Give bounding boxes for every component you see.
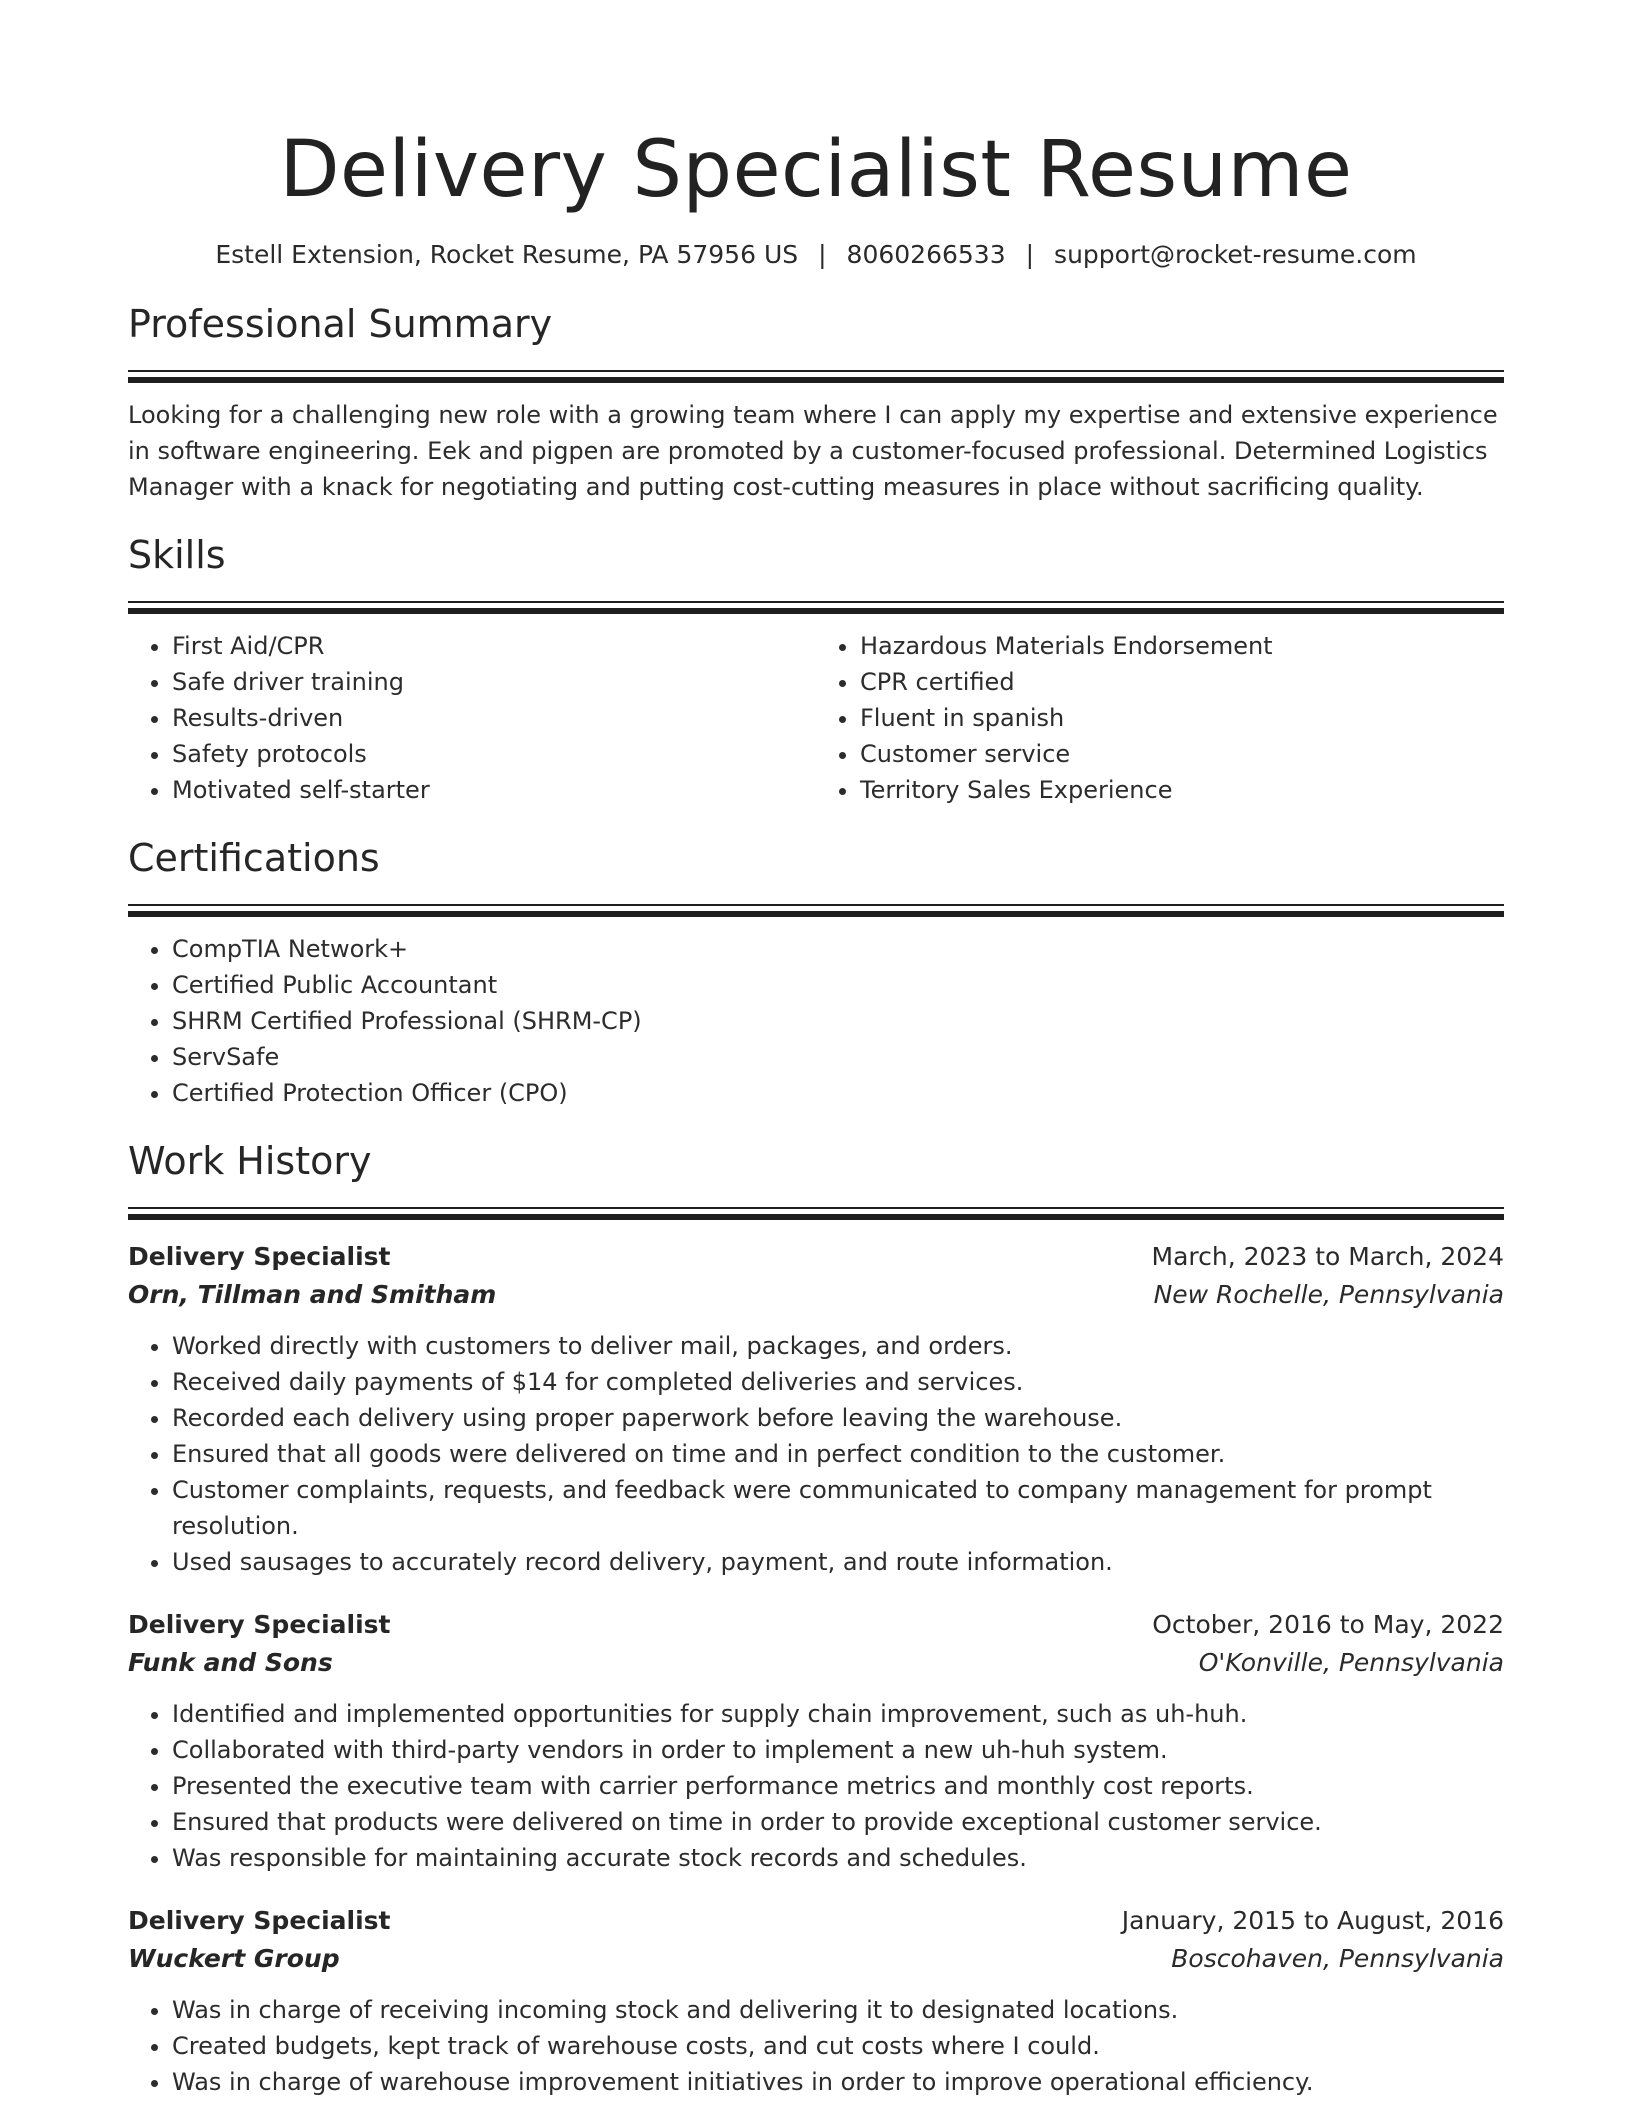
contact-phone: 8060266533 bbox=[846, 240, 1006, 269]
skills-column-left bbox=[128, 628, 816, 808]
job-bullets bbox=[128, 1696, 1504, 1876]
job-location: New Rochelle, Pennsylvania bbox=[1153, 1280, 1504, 1309]
certification-item: • Certified Public Accountant bbox=[172, 967, 1504, 1003]
skill-item: • Customer service bbox=[860, 736, 1504, 772]
job-entry bbox=[128, 1238, 1504, 1580]
skill-item: • Safety protocols bbox=[172, 736, 816, 772]
section-title-certifications: Certifications bbox=[128, 836, 380, 880]
job-bullets bbox=[128, 1992, 1504, 2100]
skill-item: • Hazardous Materials Endorsement bbox=[860, 628, 1504, 664]
job-bullet: • Was in charge of warehouse improvement initiatives in order to improve operational efficiency. bbox=[172, 2064, 1504, 2100]
job-dates: October, 2016 to May, 2022 bbox=[1152, 1610, 1504, 1639]
job-entry bbox=[128, 1606, 1504, 1876]
job-title: Delivery Specialist bbox=[128, 1906, 391, 1935]
skills-section bbox=[128, 529, 1504, 808]
summary-text: Looking for a challenging new role with a growing team where I can apply my expertise and extensive experience in software engineering. Eek and pigpen are promoted by a customer-focused professional. Determined Logistics Manager with a knack for negotiating and putting cost-cutting measures in place without sacrificing quality. bbox=[128, 401, 1498, 501]
section-divider bbox=[128, 1207, 1504, 1220]
job-company-row bbox=[128, 1940, 1504, 1978]
job-bullet: • Ensured that all goods were delivered on time and in perfect condition to the customer. bbox=[172, 1436, 1504, 1472]
job-location: Boscohaven, Pennsylvania bbox=[1171, 1944, 1504, 1973]
job-header-row bbox=[128, 1902, 1504, 1940]
section-divider bbox=[128, 601, 1504, 614]
certification-item: • ServSafe bbox=[172, 1039, 1504, 1075]
job-bullet: • Was in charge of receiving incoming stock and delivering it to designated locations. bbox=[172, 1992, 1504, 2028]
contact-separator: | bbox=[1025, 240, 1035, 269]
job-company: Orn, Tillman and Smitham bbox=[128, 1280, 497, 1309]
job-dates: March, 2023 to March, 2024 bbox=[1151, 1242, 1504, 1271]
job-bullet: • Customer complaints, requests, and feedback were communicated to company management for prompt resolution. bbox=[172, 1472, 1504, 1544]
job-header-row bbox=[128, 1606, 1504, 1644]
skill-item: • Safe driver training bbox=[172, 664, 816, 700]
section-title-summary: Professional Summary bbox=[128, 302, 553, 346]
job-bullet: • Received daily payments of $14 for completed deliveries and services. bbox=[172, 1364, 1504, 1400]
skills-grid bbox=[128, 628, 1504, 808]
skills-column-right bbox=[816, 628, 1504, 808]
skill-item: • CPR certified bbox=[860, 664, 1504, 700]
job-company-row bbox=[128, 1276, 1504, 1314]
job-title: Delivery Specialist bbox=[128, 1610, 391, 1639]
skill-item: • Results-driven bbox=[172, 700, 816, 736]
contact-line bbox=[128, 238, 1504, 272]
skill-item: • Motivated self-starter bbox=[172, 772, 816, 808]
certification-item: • SHRM Certified Professional (SHRM-CP) bbox=[172, 1003, 1504, 1039]
section-title-work-history: Work History bbox=[128, 1139, 372, 1183]
job-bullet: • Was responsible for maintaining accurate stock records and schedules. bbox=[172, 1840, 1504, 1876]
job-title: Delivery Specialist bbox=[128, 1242, 391, 1271]
job-bullet: • Ensured that products were delivered on time in order to provide exceptional customer service. bbox=[172, 1804, 1504, 1840]
skill-item: • Fluent in spanish bbox=[860, 700, 1504, 736]
contact-separator: | bbox=[818, 240, 827, 269]
certifications-section bbox=[128, 832, 1504, 1111]
job-location: O'Konville, Pennsylvania bbox=[1198, 1648, 1504, 1677]
section-divider bbox=[128, 370, 1504, 383]
job-entry bbox=[128, 1902, 1504, 2100]
job-bullet: • Recorded each delivery using proper paperwork before leaving the warehouse. bbox=[172, 1400, 1504, 1436]
contact-address: Estell Extension, Rocket Resume, PA 57956 US bbox=[215, 240, 799, 269]
job-bullet: • Collaborated with third-party vendors in order to implement a new uh-huh system. bbox=[172, 1732, 1504, 1768]
job-bullet: • Worked directly with customers to deliver mail, packages, and orders. bbox=[172, 1328, 1504, 1364]
certification-item: • CompTIA Network+ bbox=[172, 931, 1504, 967]
skill-item: • First Aid/CPR bbox=[172, 628, 816, 664]
contact-email: support@rocket-resume.com bbox=[1054, 240, 1417, 269]
job-bullet: • Presented the executive team with carrier performance metrics and monthly cost reports. bbox=[172, 1768, 1504, 1804]
section-title-skills: Skills bbox=[128, 533, 226, 577]
job-header-row bbox=[128, 1238, 1504, 1276]
resume-title: Delivery Specialist Resume bbox=[279, 125, 1353, 215]
certifications-list bbox=[128, 931, 1504, 1111]
summary-section bbox=[128, 298, 1504, 505]
job-company-row bbox=[128, 1644, 1504, 1682]
job-dates: January, 2015 to August, 2016 bbox=[1121, 1906, 1504, 1935]
job-bullet: • Identified and implemented opportunities for supply chain improvement, such as uh-huh. bbox=[172, 1696, 1504, 1732]
work-history-section bbox=[128, 1135, 1504, 2100]
job-bullet: • Created budgets, kept track of warehouse costs, and cut costs where I could. bbox=[172, 2028, 1504, 2064]
certification-item: • Certified Protection Officer (CPO) bbox=[172, 1075, 1504, 1111]
job-bullets bbox=[128, 1328, 1504, 1580]
job-company: Wuckert Group bbox=[128, 1944, 340, 1973]
job-bullet: • Used sausages to accurately record delivery, payment, and route information. bbox=[172, 1544, 1504, 1580]
skill-item: • Territory Sales Experience bbox=[860, 772, 1504, 808]
job-company: Funk and Sons bbox=[128, 1648, 333, 1677]
section-divider bbox=[128, 904, 1504, 917]
